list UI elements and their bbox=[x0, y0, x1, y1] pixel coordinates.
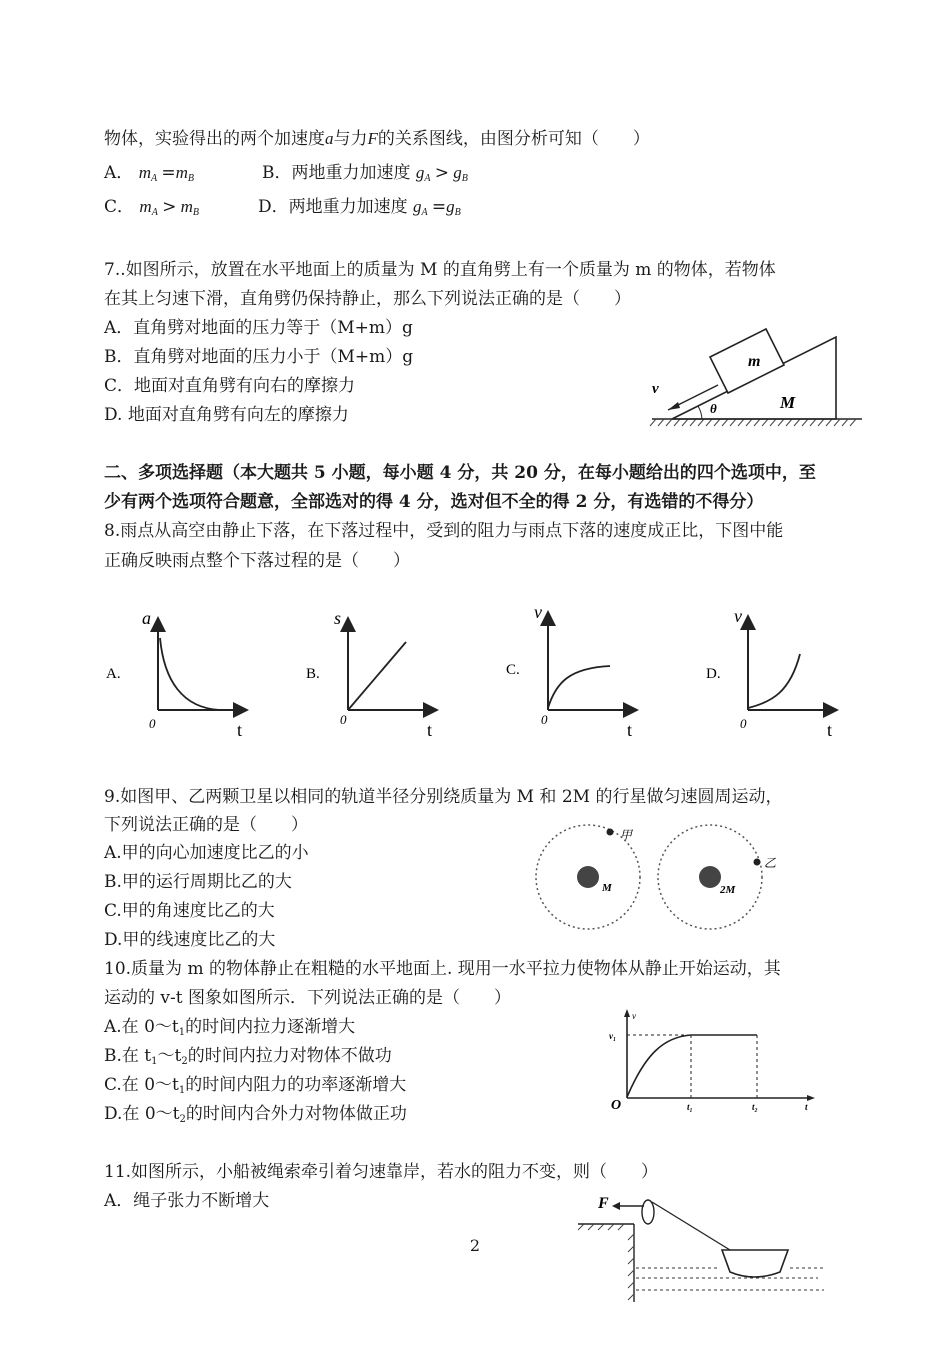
q6-option-c: C． $m_A > m_B$ bbox=[104, 197, 199, 218]
q9-stem-line1: 9.如图甲、乙两颗卫星以相同的轨道半径分别绕质量为 M 和 2M 的行星做匀速圆周运动， bbox=[104, 787, 783, 807]
q6-option-a: A． $m_A =m_B$ bbox=[104, 163, 194, 184]
vt-t2-label: t₂ bbox=[752, 1102, 758, 1112]
q6-stem-line bbox=[104, 128, 650, 150]
q6-var-f: F bbox=[367, 129, 378, 148]
q7-option-c: C．地面对直角劈有向右的摩擦力 bbox=[104, 376, 356, 396]
q6-var-a: a bbox=[325, 129, 334, 148]
satellite-1 bbox=[607, 829, 614, 836]
q9-option-c: C.甲的角速度比乙的大 bbox=[104, 901, 275, 921]
q10-stem-line1: 10.质量为 m 的物体静止在粗糙的水平地面上. 现用一水平拉力使物体从静止开始运动，其 bbox=[104, 959, 781, 979]
graph-a-y-label: a bbox=[142, 608, 151, 628]
q7-stem-line1: 7..如图所示，放置在水平地面上的质量为 M 的直角劈上有一个质量为 m 的物体，若物体 bbox=[104, 260, 776, 280]
page-number: 2 bbox=[469, 1236, 481, 1255]
q9-orbit-figure bbox=[530, 815, 790, 940]
graph-d-y-label: v bbox=[734, 606, 742, 626]
section2-header-line2: 少有两个选项符合题意，全部选对的得 4 分，选对但不全的得 2 分，有选错的不得分） bbox=[104, 492, 764, 512]
graph-d bbox=[706, 606, 835, 740]
graph-c-x-label: t bbox=[627, 720, 633, 740]
graph-c bbox=[506, 602, 635, 740]
velocity-label: v bbox=[652, 381, 659, 397]
q6-stem-c: 的关系图线，由图分析可知（ ） bbox=[377, 129, 650, 149]
vt-y-arrow bbox=[624, 1009, 630, 1017]
vt-x-label: t bbox=[805, 1102, 808, 1112]
graph-b-y-label: s bbox=[334, 608, 342, 628]
planet-1 bbox=[577, 866, 599, 888]
q9-option-d: D.甲的线速度比乙的大 bbox=[104, 930, 276, 950]
section2-header-line1: 二、多项选择题（本大题共 5 小题，每小题 4 分，共 20 分，在每小题给出的四个选项中，至 bbox=[104, 463, 816, 483]
graph-b bbox=[306, 608, 435, 740]
vt-x-arrow bbox=[807, 1095, 815, 1101]
vt-t1-label: t₁ bbox=[687, 1102, 693, 1112]
vt-y-label: v bbox=[632, 1011, 636, 1021]
graph-c-label: C. bbox=[506, 662, 520, 678]
q10-stem-line2: 运动的 v-t 图象如图所示．下列说法正确的是（ ） bbox=[104, 988, 511, 1008]
graph-a-curve bbox=[160, 638, 220, 710]
q7-option-b: B．直角劈对地面的压力小于（M+m）g bbox=[104, 347, 414, 367]
q6-option-d: D．两地重力加速度 $g_A =g_B$ bbox=[258, 197, 461, 218]
ground-hatch bbox=[650, 419, 856, 426]
graph-b-origin: 0 bbox=[340, 712, 347, 727]
q10-option-c: C.在 0～t1的时间内阻力的功率逐渐增大 bbox=[104, 1075, 407, 1096]
force-arrowhead bbox=[612, 1202, 620, 1210]
graph-b-label: B. bbox=[306, 666, 320, 682]
q11-stem-line1: 11.如图所示，小船被绳索牵引着匀速靠岸，若水的阻力不变，则（ ） bbox=[104, 1162, 659, 1182]
block bbox=[710, 329, 784, 393]
graph-c-y-label: v bbox=[534, 602, 542, 622]
q7-wedge-figure bbox=[640, 305, 870, 435]
q8-stem-line2: 正确反映雨点整个下落过程的是（ ） bbox=[104, 551, 410, 571]
satellite-1-label: 甲 bbox=[620, 828, 633, 842]
block-label: m bbox=[748, 353, 761, 370]
q11-option-a: A．绳子张力不断增大 bbox=[104, 1191, 270, 1211]
graph-d-curve bbox=[748, 654, 800, 708]
force-label: F bbox=[598, 1195, 609, 1212]
graph-c-curve bbox=[548, 666, 610, 708]
q8-graphs bbox=[100, 600, 850, 740]
planet-2-label: 2M bbox=[720, 884, 736, 896]
vt-origin: O bbox=[611, 1098, 622, 1113]
vt-v1-label: v₁ bbox=[609, 1031, 617, 1041]
graph-a bbox=[106, 608, 245, 740]
q7-stem-line2: 在其上匀速下滑，直角劈仍保持静止，那么下列说法正确的是（ ） bbox=[104, 289, 631, 309]
graph-d-x-label: t bbox=[827, 720, 833, 740]
graph-c-origin: 0 bbox=[541, 712, 548, 727]
angle-arc bbox=[698, 406, 702, 419]
q10-option-b: B.在 t1～t2的时间内拉力对物体不做功 bbox=[104, 1046, 392, 1067]
planet-1-label: M bbox=[602, 882, 612, 894]
graph-d-label: D. bbox=[706, 666, 721, 682]
q6-option-b: B．两地重力加速度 $g_A > g_B$ bbox=[262, 163, 468, 184]
velocity-arrowhead bbox=[668, 402, 680, 410]
q10-option-d: D.在 0～t2的时间内合外力对物体做正功 bbox=[104, 1104, 407, 1125]
q6-stem-b: 与力 bbox=[333, 129, 368, 149]
graph-a-label: A. bbox=[106, 666, 121, 682]
pulley bbox=[642, 1200, 654, 1224]
q9-stem-line2: 下列说法正确的是（ ） bbox=[104, 815, 308, 835]
satellite-2-label: 乙 bbox=[764, 856, 777, 870]
q9-option-a: A.甲的向心加速度比乙的小 bbox=[104, 843, 309, 863]
q7-option-d: D. 地面对直角劈有向左的摩擦力 bbox=[104, 405, 349, 425]
wedge-label: M bbox=[780, 393, 796, 412]
graph-b-x-label: t bbox=[427, 720, 433, 740]
graph-a-x-label: t bbox=[237, 720, 243, 740]
q7-option-a: A．直角劈对地面的压力等于（M+m）g bbox=[104, 318, 413, 338]
planet-2 bbox=[699, 866, 721, 888]
q10-option-a: A.在 0～t1的时间内拉力逐渐增大 bbox=[104, 1017, 356, 1038]
graph-a-origin: 0 bbox=[149, 716, 156, 731]
graph-b-line bbox=[348, 642, 406, 710]
q10-vt-graph bbox=[605, 1005, 825, 1115]
graph-d-origin: 0 bbox=[740, 716, 747, 731]
satellite-2 bbox=[754, 859, 761, 866]
q6-stem-a: 物体，实验得出的两个加速度 bbox=[104, 129, 325, 149]
vt-curve bbox=[627, 1035, 691, 1097]
q8-stem-line1: 8.雨点从高空由静止下落，在下落过程中，受到的阻力与雨点下落的速度成正比，下图中能 bbox=[104, 521, 784, 541]
angle-label: θ bbox=[710, 401, 717, 416]
q9-option-b: B.甲的运行周期比乙的大 bbox=[104, 872, 292, 892]
